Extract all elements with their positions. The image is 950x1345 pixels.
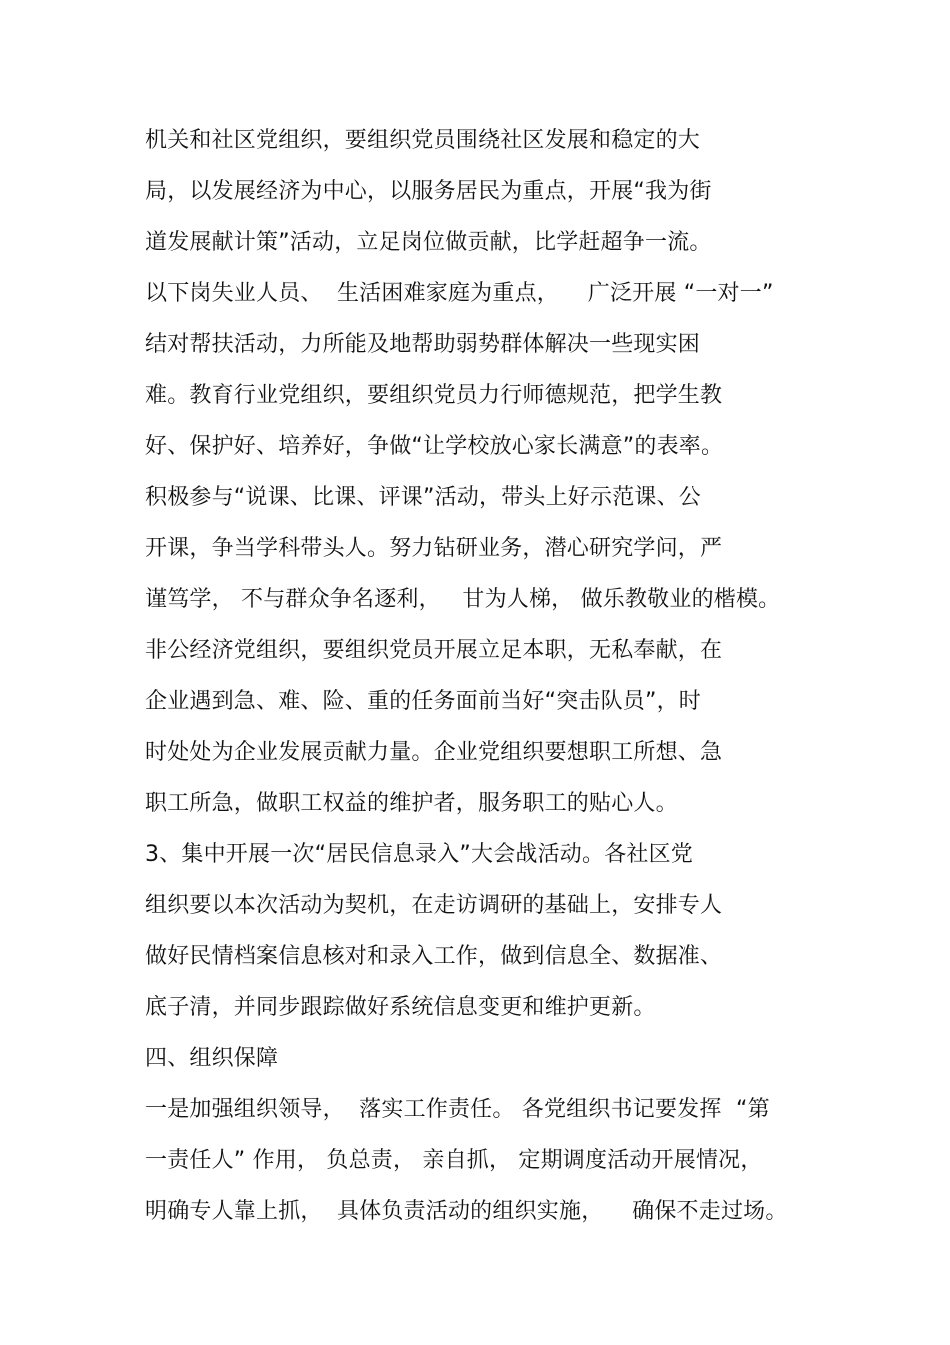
body-text (145, 120, 845, 1242)
text-line: 道发展献计策”活动，立足岗位做贡献，比学赶超争一流。 (145, 230, 712, 255)
text-line: 难。教育行业党组织，要组织党员力行师德规范，把学生教 (145, 383, 723, 408)
text-line: 底子清，并同步跟踪做好系统信息变更和维护更新。 (145, 995, 656, 1020)
text-line: 企业遇到急、难、险、重的任务面前当好“突击队员”，时 (145, 689, 701, 714)
text-line: 明确专人靠上抓， 具体负责活动的组织实施， 确保不走过场。 (145, 1199, 788, 1224)
text-line: 一责任人” 作用， 负总责， 亲自抓， 定期调度活动开展情况， (145, 1148, 763, 1173)
text-line: 非公经济党组织，要组织党员开展立足本职，无私奉献，在 (145, 638, 723, 663)
text-line: 做好民情档案信息核对和录入工作，做到信息全、数据准、 (145, 944, 723, 969)
text-line: 局，以发展经济为中心，以服务居民为重点，开展“我为街 (145, 179, 712, 204)
text-line: 一是加强组织领导， 落实工作责任。 各党组织书记要发挥 “第 (145, 1097, 770, 1122)
text-line: 3、集中开展一次“居民信息录入”大会战活动。各社区党 (145, 842, 693, 867)
text-line: 谨笃学， 不与群众争名逐利， 甘为人梯， 做乐教敬业的楷模。 (145, 587, 781, 612)
text-line: 结对帮扶活动，力所能及地帮助弱势群体解决一些现实困 (145, 332, 701, 357)
text-line: 好、保护好、培养好，争做“让学校放心家长满意”的表率。 (145, 434, 724, 459)
text-line: 开课，争当学科带头人。努力钻研业务，潜心研究学问，严 (145, 536, 723, 561)
text-line: 组织要以本次活动为契机，在走访调研的基础上，安排专人 (145, 893, 723, 918)
text-line: 时处处为企业发展贡献力量。企业党组织要想职工所想、急 (145, 740, 723, 765)
text-line: 职工所急，做职工权益的维护者，服务职工的贴心人。 (145, 791, 678, 816)
text-line: 积极参与“说课、比课、评课”活动，带头上好示范课、公 (145, 485, 701, 510)
text-line: 机关和社区党组织，要组织党员围绕社区发展和稳定的大 (145, 128, 701, 153)
text-line: 以下岗失业人员、 生活困难家庭为重点， 广泛开展 “一对一” (145, 281, 774, 306)
section-heading: 四、组织保障 (145, 1046, 279, 1071)
